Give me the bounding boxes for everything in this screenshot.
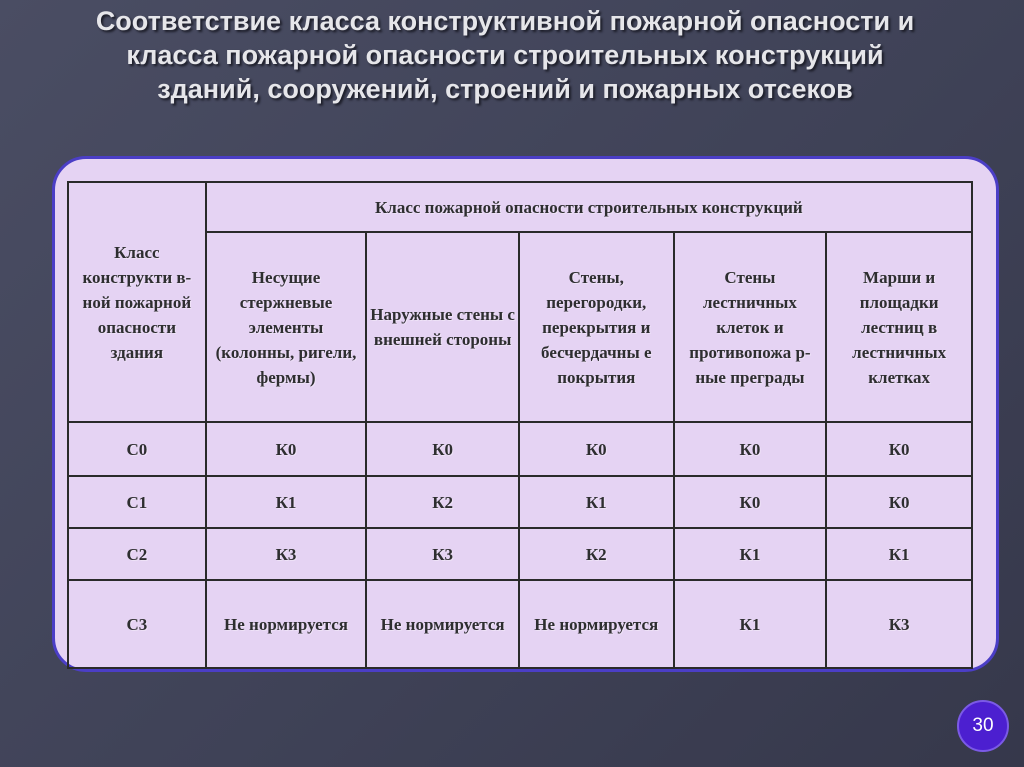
table-cell: К1 <box>519 476 674 528</box>
table-cell: К0 <box>674 476 827 528</box>
table-cell: Не нормируется <box>519 580 674 668</box>
header-building-class: Класс конструкти в- ной пожарной опасности здания <box>68 182 206 422</box>
table-cell: К3 <box>366 528 519 580</box>
table-row <box>68 422 972 476</box>
table-cell: Не нормируется <box>366 580 519 668</box>
row-class-cell: С0 <box>68 422 206 476</box>
slide-title: Соответствие класса конструктивной пожарной опасности и класса пожарной опасности строительных конструкций зданий, сооружений, строений и пожарных отсеков <box>95 6 915 104</box>
header-col-stair-flights: Марши и площадки лестниц в лестничных клетках <box>826 232 972 422</box>
table-cell: К0 <box>826 422 972 476</box>
page-number-badge: 30 <box>957 700 1009 752</box>
row-class-cell: С3 <box>68 580 206 668</box>
table-row <box>68 580 972 668</box>
table-cell: Не нормируется <box>206 580 367 668</box>
header-col-external-walls: Наружные стены с внешней стороны <box>366 232 519 422</box>
table-cell: К0 <box>206 422 367 476</box>
table-cell: К2 <box>519 528 674 580</box>
table-cell: К0 <box>826 476 972 528</box>
table-cell: К1 <box>826 528 972 580</box>
table-cell: К0 <box>366 422 519 476</box>
table-cell: К2 <box>366 476 519 528</box>
table-cell: К1 <box>674 528 827 580</box>
header-col-load-bearing: Несущие стержневые элементы (колонны, ригели, фермы) <box>206 232 367 422</box>
table-header-row-top <box>68 182 972 232</box>
table-cell: К0 <box>674 422 827 476</box>
table-cell: К1 <box>674 580 827 668</box>
table-row <box>68 476 972 528</box>
table-cell: К3 <box>206 528 367 580</box>
table-cell: К3 <box>826 580 972 668</box>
table-cell: К1 <box>206 476 367 528</box>
fire-hazard-table <box>67 181 973 669</box>
header-construction-class-group: Класс пожарной опасности строительных конструкций <box>206 182 972 232</box>
header-col-partitions: Стены, перегородки, перекрытия и бесчердачны е покрытия <box>519 232 674 422</box>
table-cell: К0 <box>519 422 674 476</box>
header-col-stairwell-walls: Стены лестничных клеток и противопожа р- ные преграды <box>674 232 827 422</box>
row-class-cell: С1 <box>68 476 206 528</box>
table-row <box>68 528 972 580</box>
row-class-cell: С2 <box>68 528 206 580</box>
